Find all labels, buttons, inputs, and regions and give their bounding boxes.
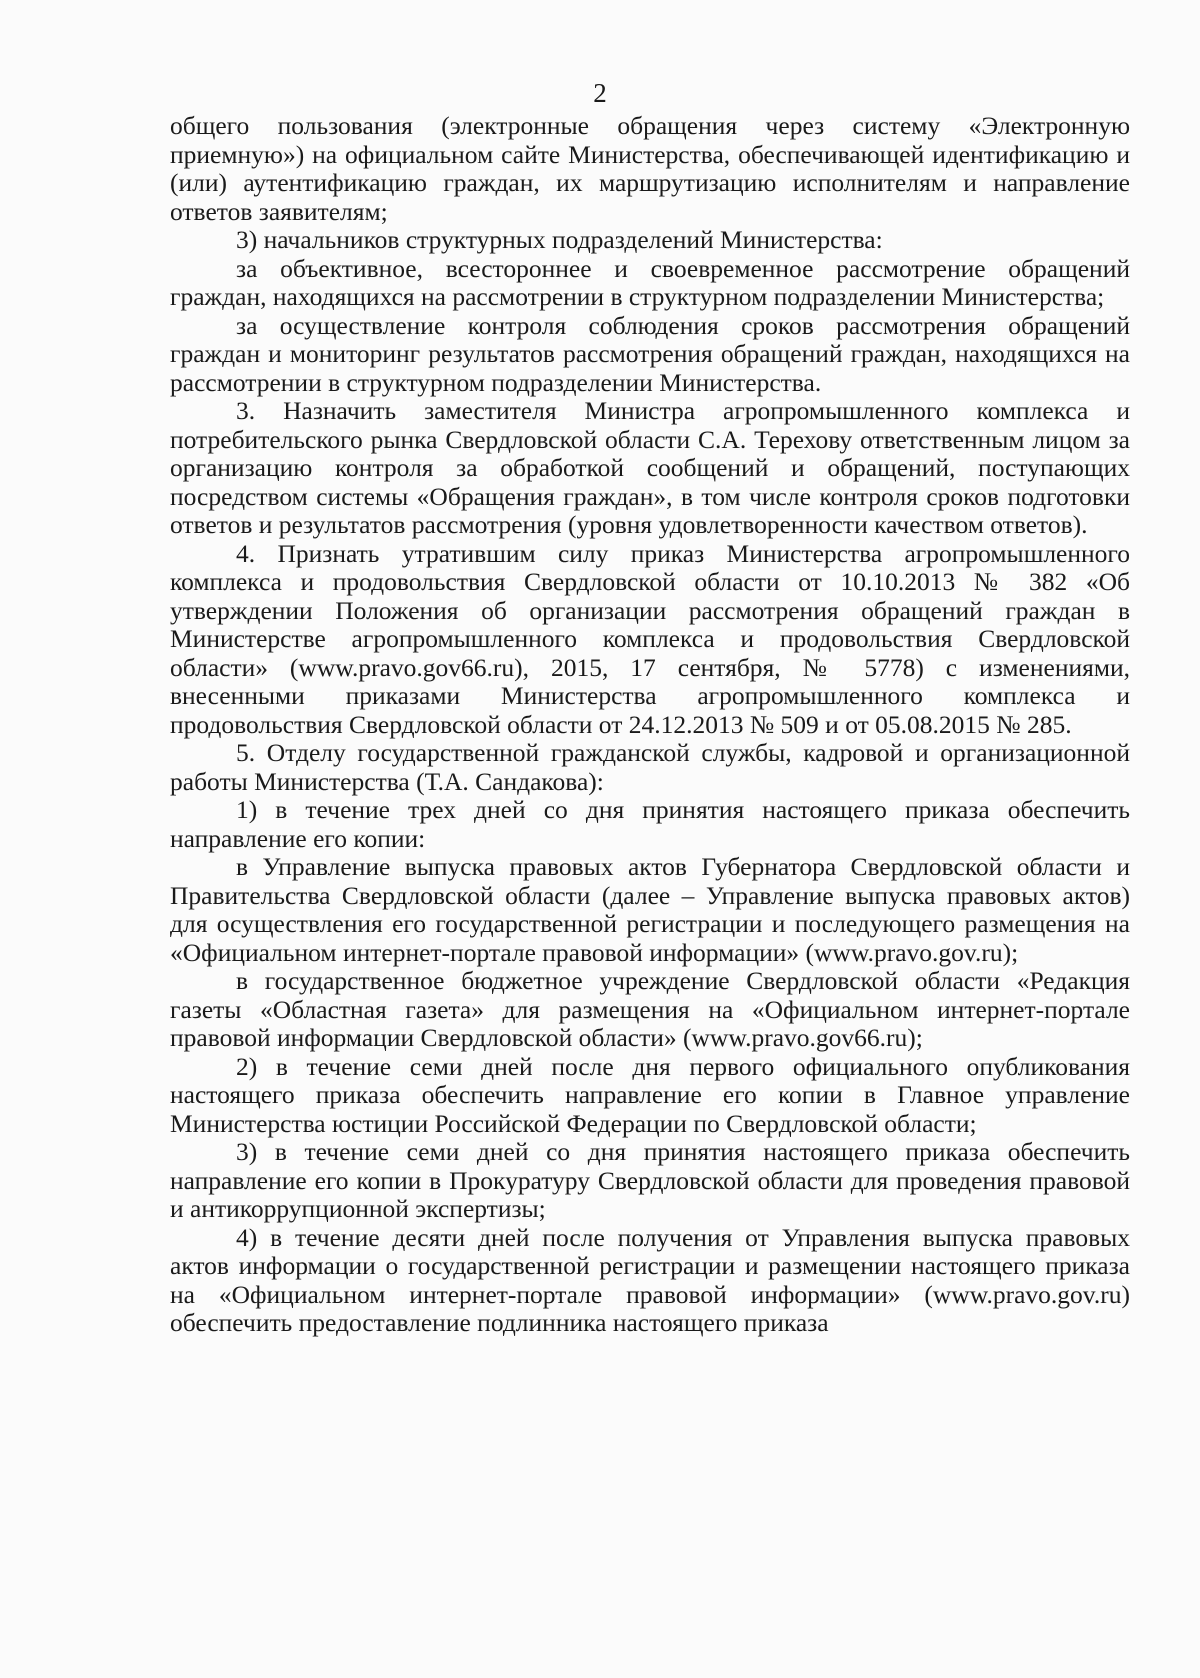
paragraph-subclause-1: 1) в течение трех дней со дня принятия настоящего приказа обеспечить направление его копии:	[170, 795, 1130, 853]
paragraph-subclause-4: 4) в течение десяти дней после получения от Управления выпуска правовых актов информации о государственной регистрации и размещении настоящего приказа на «Официальном интернет-портале правовой информации» (www.pravo.gov.ru) обеспечить предоставление подлинника настоящего приказа	[170, 1222, 1130, 1337]
paragraph-legal-acts-office: в Управление выпуска правовых актов Губернатора Свердловской области и Правительства Свердловской области (далее – Управление выпуска правовых актов) для осуществления его государственной регистрации и последующего размещения на «Официальном интернет-портале правовой информации» (www.pravo.gov.ru);	[170, 852, 1130, 967]
paragraph-deadline-control: за осуществление контроля соблюдения сроков рассмотрения обращений граждан и мониторинг результатов рассмотрения обращений граждан, находящихся на рассмотрении в структурном подразделении Министерства.	[170, 310, 1130, 397]
paragraph-clause-3: 3. Назначить заместителя Министра агропромышленного комплекса и потребительского рынка Свердловской области С.А. Терехову ответственным лицом за организацию контроля за обработкой сообщений и обращений, поступающих посредством системы «Обращения граждан», в том числе контроля сроков подготовки ответов и результатов рассмотрения (уровня удовлетворенности качеством ответов).	[170, 396, 1130, 539]
document-body	[170, 112, 1130, 1338]
page-number: 2	[593, 78, 607, 108]
paragraph-clause-4: 4. Признать утратившим силу приказ Министерства агропромышленного комплекса и продовольствия Свердловской области от 10.10.2013 № 382 «Об утверждении Положения об организации рассмотрения обращений граждан в Министерстве агропромышленного комплекса и продовольствия Свердловской области» (www.pravo.gov66.ru), 2015, 17 сентября, № 5778) с изменениями, внесенными приказами Министерства агропромышленного комплекса и продовольствия Свердловской области от 24.12.2013 № 509 и от 05.08.2015 № 285.	[170, 538, 1130, 739]
paragraph-item-3-heads: 3) начальников структурных подразделений Министерства:	[236, 225, 883, 254]
paragraph-objective-review: за объективное, всестороннее и своевременное рассмотрение обращений граждан, находящихся на рассмотрении в структурном подразделении Министерства;	[170, 253, 1130, 311]
paragraph-subclause-3: 3) в течение семи дней со дня принятия настоящего приказа обеспечить направление его копии в Прокуратуру Свердловской области для проведения правовой и антикоррупционной экспертизы;	[170, 1137, 1130, 1223]
paragraph-continuation: общего пользования (электронные обращения через систему «Электронную приемную») на официальном сайте Министерства, обеспечивающей идентификацию и (или) аутентификацию граждан, их маршрутизацию исполнителям и направление ответов заявителям;	[170, 111, 1130, 226]
paragraph-clause-5: 5. Отделу государственной гражданской службы, кадровой и организационной работы Министерства (Т.А. Сандакова):	[170, 738, 1130, 796]
paragraph-newspaper: в государственное бюджетное учреждение Свердловской области «Редакция газеты «Областная газета» для размещения на «Официальном интернет-портале правовой информации Свердловской области» (www.pravo.gov66.ru);	[170, 966, 1130, 1052]
paragraph-subclause-2: 2) в течение семи дней после дня первого официального опубликования настоящего приказа обеспечить направление его копии в Главное управление Министерства юстиции Российской Федерации по Свердловской области;	[170, 1051, 1130, 1138]
